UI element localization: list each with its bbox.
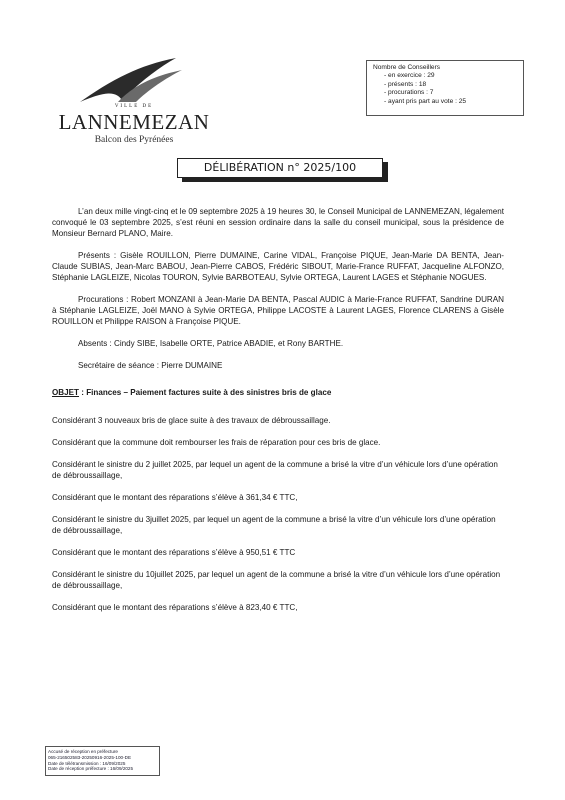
- considerant-paragraph: Considérant le sinistre du 2 juillet 2025, par lequel un agent de la commune a brisé la vitre d’un véhicule lors d’une opération de débroussaillage,: [52, 460, 498, 480]
- considerant-paragraph: Considérant que le montant des réparations s’élève à 823,40 € TTC,: [52, 603, 298, 612]
- councillors-row: - ayant pris part au vote : 25: [384, 97, 467, 105]
- preamble-intro: L’an deux mille vingt-cinq et le 09 septembre 2025 à 19 heures 30, le Conseil Municipal de LANNEMEZAN, légalement convoqué le 03 septembre 2025, s’est réuni en session ordinaire dans la salle du conseil municipal, sous la présidence de Monsieur Bernard PLANO, Maire.: [52, 207, 504, 238]
- objet-line: [52, 387, 504, 398]
- stamp-line: 065-216502583-20250916-2025-100-DE: [48, 754, 132, 760]
- deliberation-title: DÉLIBÉRATION n° 2025/100: [177, 158, 383, 178]
- logo-tagline: Balcon des Pyrénées: [94, 135, 174, 145]
- preamble-procurations: Procurations : Robert MONZANI à Jean-Marie DA BENTA, Pascal AUDIC à Marie-France RUFFAT, Sandrine DURAN à Stéphanie LAGLEIZE, Joël MANO à Sylvie ORTEGA, Philippe LACOSTE à Laurent LAGES, Florence CLARENS à Gisèle ROUILLON et Philippe RAISON à Françoise PIQUE.: [52, 295, 504, 326]
- considerant-paragraph: Considérant 3 nouveaux bris de glace suite à des travaux de débroussaillage.: [52, 416, 331, 425]
- councillors-row: - procurations : 7: [384, 89, 434, 97]
- logo-city-name: LANNEMEZAN: [58, 110, 210, 134]
- considerant-paragraph: Considérant que le montant des réparations s’élève à 361,34 € TTC,: [52, 493, 298, 502]
- mountain-swoosh-icon: [78, 56, 188, 104]
- preamble-presents: Présents : Gisèle ROUILLON, Pierre DUMAINE, Carine VIDAL, Françoise PIQUE, Jean-Marie DA BENTA, Jean-Claude SUBIAS, Jean-Marc BABOU, Jean-Pierre CABOS, Frédéric SIBOUT, Marie-France RUFFAT, Jacqueline ALFONZO, Stéphanie LAGLEIZE, Nicolas TOURON, Sylvie BARBOTEAU, Sylvie ORTEGA, Laurent LAGES et Stéphanie NOGUES.: [52, 251, 504, 282]
- councillors-count-box: [366, 60, 524, 116]
- stamp-line: Date de réception préfecture : 16/09/2025: [48, 766, 134, 772]
- logo-ville-de: VILLE DE: [114, 104, 154, 109]
- objet-label: OBJET: [52, 388, 79, 397]
- stamp-line: Date de télétransmission : 16/09/2025: [48, 760, 126, 766]
- considerant-paragraph: Considérant que le montant des réparations s’élève à 950,51 € TTC: [52, 548, 296, 557]
- prefecture-receipt-stamp: [45, 746, 160, 776]
- considerant-paragraph: Considérant que la commune doit rembourser les frais de réparation pour ces bris de glace.: [52, 438, 381, 447]
- preamble-secretaire: Secrétaire de séance : Pierre DUMAINE: [78, 361, 223, 370]
- councillors-row: - en exercice : 29: [384, 72, 435, 80]
- preamble-absents: Absents : Cindy SIBE, Isabelle ORTE, Patrice ABADIE, et Rony BARTHE.: [78, 339, 344, 348]
- considerant-paragraph: Considérant le sinistre du 10juillet 2025, par lequel un agent de la commune a brisé la vitre d’un véhicule lors d’une opération de débroussaillage,: [52, 570, 501, 590]
- councillors-row: - présents : 18: [384, 80, 427, 88]
- councillors-title: Nombre de Conseillers: [373, 64, 441, 71]
- city-logo: [54, 56, 214, 166]
- document-body: [52, 206, 504, 613]
- objet-text: : Finances – Paiement factures suite à des sinistres bris de glace: [79, 388, 332, 397]
- stamp-line: Accusé de réception en préfecture: [48, 749, 118, 754]
- considerant-paragraph: Considérant le sinistre du 3juillet 2025, par lequel un agent de la commune a brisé la vitre d’un véhicule lors d’une opération de débroussaillage,: [52, 515, 496, 535]
